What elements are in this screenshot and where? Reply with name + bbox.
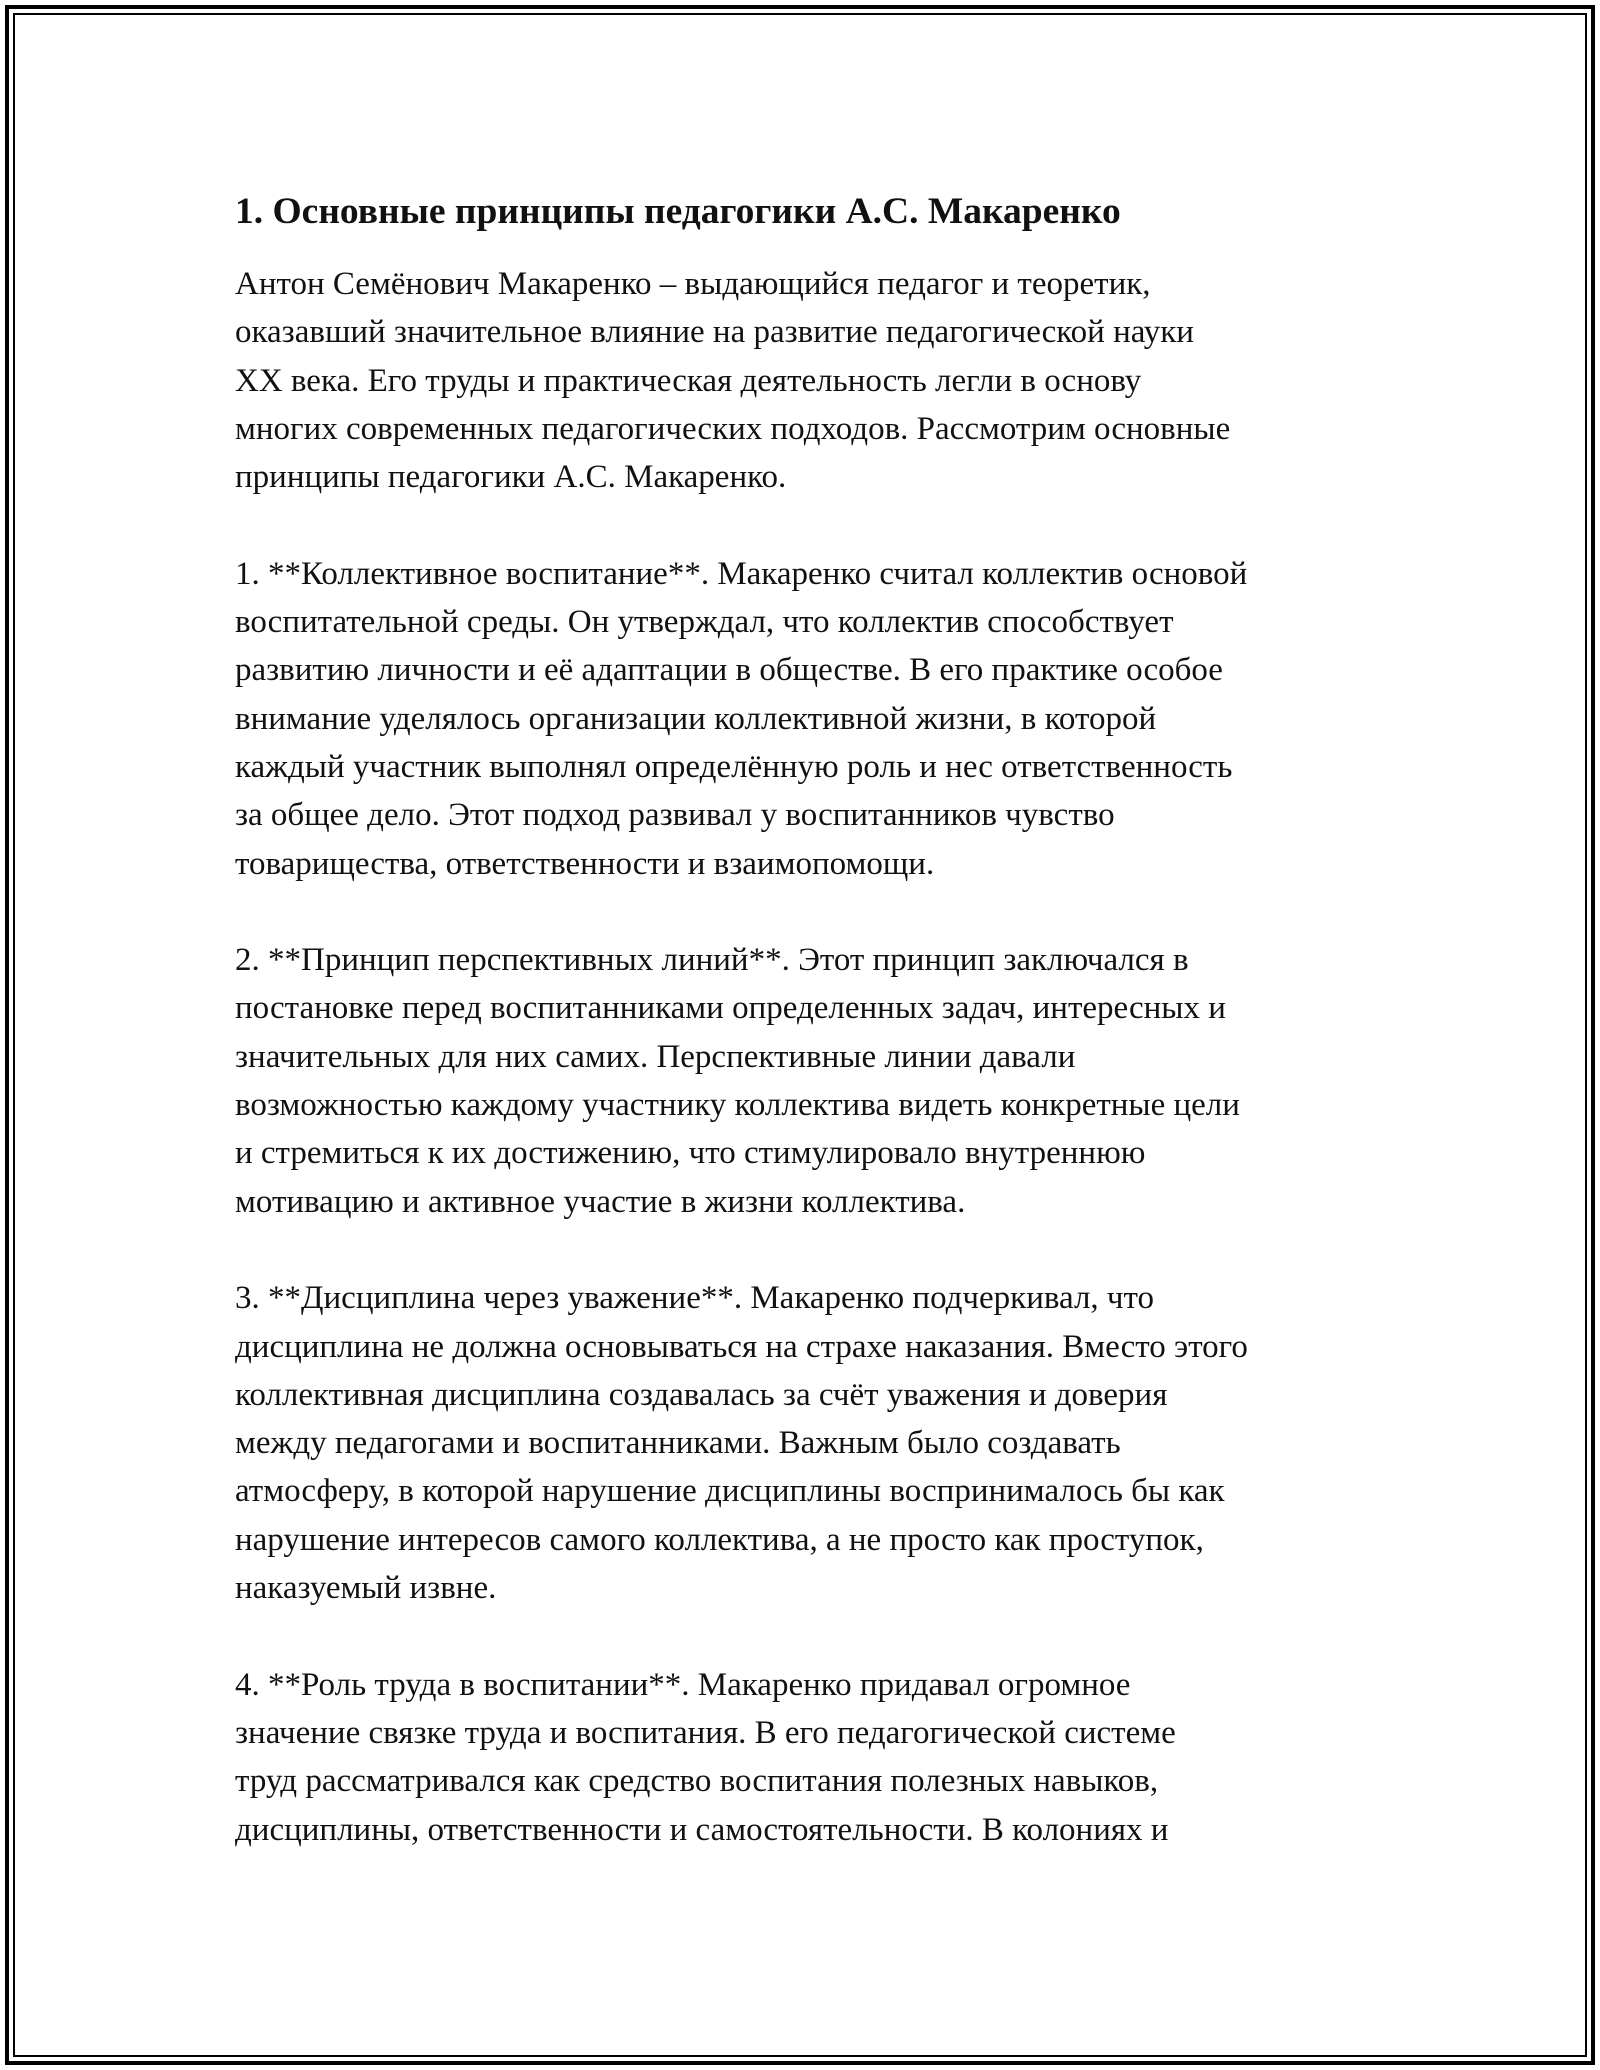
intro-paragraph: Антон Семёнович Макаренко – выдающийся педагог и теоретик, оказавший значительное влияние на развитие педагогической науки XX века. Его труды и практическая деятельность легли в основу многих современных педагогических подходов. Рассмотрим основные принципы педагогики А.С. Макаренко. — [235, 266, 1231, 496]
principle-collective-paragraph: 1. **Коллективное воспитание**. Макаренко считал коллектив основой воспитательной среды. Он утверждал, что коллектив способствует развитию личности и её адаптации в обществе. В его практике особое внимание уделялось организации коллективной жизни, в которой каждый участник выполнял определённую роль и нес ответственность за общее дело. Этот подход развивал у воспитанников чувство товарищества, ответственности и взаимопомощи. — [235, 555, 1248, 882]
principle-perspective-paragraph: 2. **Принцип перспективных линий**. Этот принцип заключался в постановке перед воспитанниками определенных задач, интересных и значительных для них самих. Перспективные линии давали возможностью каждому участнику коллектива видеть конкретные цели и стремиться к их достижению, что стимулировало внутреннюю мотивацию и активное участие в жизни коллектива. — [235, 942, 1240, 1220]
document-body — [235, 188, 1385, 1902]
section-heading: 1. Основные принципы педагогики А.С. Макаренко — [235, 191, 1121, 232]
principle-discipline-paragraph: 3. **Дисциплина через уважение**. Макаренко подчеркивал, что дисциплина не должна основываться на страхе наказания. Вместо этого коллективная дисциплина создавалась за счёт уважения и доверия между педагогами и воспитанниками. Важным было создавать атмосферу, в которой нарушение дисциплины воспринималось бы как нарушение интересов самого коллектива, а не просто как проступок, наказуемый извне. — [235, 1280, 1248, 1607]
principle-labor-paragraph: 4. **Роль труда в воспитании**. Макаренко придавал огромное значение связке труда и воспитания. В его педагогической системе труд рассматривался как средство воспитания полезных навыков, дисциплины, ответственности и самостоятельности. В колониях и — [235, 1666, 1176, 1848]
